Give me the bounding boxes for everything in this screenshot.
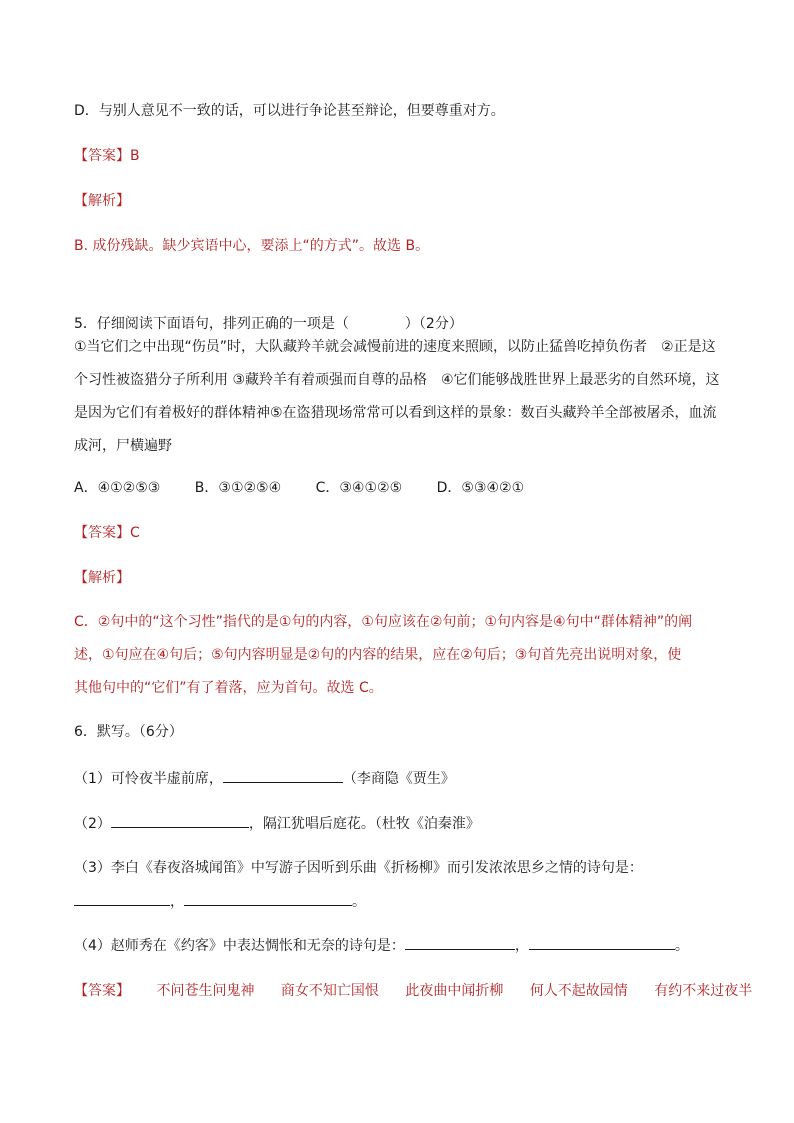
option-d: D．⑤③④②① bbox=[436, 480, 525, 496]
blank-line bbox=[74, 891, 170, 906]
option-c: C．③④①②⑤ bbox=[315, 480, 403, 496]
question-5-stem: 5．仔细阅读下面语句，排列正确的一项是（ ）（2分） bbox=[74, 316, 463, 332]
answer-block-q5 bbox=[74, 523, 140, 543]
fill-item-2 bbox=[74, 813, 480, 834]
end-mark: 。 bbox=[352, 894, 366, 910]
answer-tag: 【答案】 bbox=[74, 525, 130, 541]
analysis-tag: 【解析】 bbox=[74, 570, 130, 586]
answer-tag: 【答案】 bbox=[74, 148, 130, 164]
passage-line: 是因为它们有着极好的群体精神⑤在盗猎现场常常可以看到这样的景象：数百头藏羚羊全部被屠杀，血流 bbox=[74, 405, 717, 421]
item-text: （李商隐《贾生》 bbox=[342, 771, 455, 787]
blank-line bbox=[111, 813, 249, 828]
blank-line bbox=[184, 891, 352, 906]
item-text: （1）可怜夜半虚前席， bbox=[74, 771, 223, 787]
item-text: （2） bbox=[74, 816, 111, 832]
blank-line bbox=[529, 935, 675, 950]
passage-line: ①当它们之中出现“伤员”时，大队藏羚羊就会减慢前进的速度来照顾，以防止猛兽吃掉负伤者 ②正是这 bbox=[74, 339, 716, 355]
option-d: D．与别人意见不一致的话，可以进行争论甚至辩论，但要尊重对方。 bbox=[74, 103, 505, 119]
answer-value: C bbox=[130, 525, 140, 541]
analysis-line: 述，①句应在④句后；⑤句内容明显是②句的内容的结果，应在②句后；③句首先亮出说明对象，使 bbox=[74, 647, 682, 663]
answer-item: 商女不知亡国恨 bbox=[280, 983, 379, 999]
analysis-text-q5 bbox=[74, 606, 722, 705]
item-text: ，隔江犹唱后庭花。（杜牧《泊秦淮》 bbox=[248, 816, 480, 832]
end-mark: 。 bbox=[674, 938, 689, 954]
answer-block-q4 bbox=[74, 146, 140, 166]
fill-item-3-blanks bbox=[74, 891, 366, 912]
blank-line bbox=[223, 768, 343, 783]
answer-block-q6 bbox=[74, 981, 774, 1001]
analysis-text-q4: B. 成份残缺。缺少宾语中心，要添上“的方式”。故选 B。 bbox=[74, 238, 430, 254]
analysis-tag: 【解析】 bbox=[74, 193, 130, 209]
passage-line: 个习性被盗猎分子所利用 ③藏羚羊有着顽强而自尊的品格 ④它们能够战胜世界上最恶劣的自然环境，这 bbox=[74, 372, 720, 388]
question-5-passage bbox=[74, 331, 722, 463]
analysis-line: 其他句中的“它们”有了着落，应为首句。故选 C。 bbox=[74, 680, 383, 696]
answer-item: 不问苍生问鬼神 bbox=[156, 983, 255, 999]
fill-item-3: （3）李白《春夜洛城闻笛》中写游子因听到乐曲《折杨柳》而引发浓浓思乡之情的诗句是： bbox=[74, 860, 643, 876]
question-6-stem: 6．默写。（6分） bbox=[74, 724, 183, 740]
question-5-options bbox=[74, 478, 554, 498]
answer-value: B bbox=[130, 148, 140, 164]
separator: ， bbox=[170, 894, 184, 910]
answer-item: 有约不来过夜半 bbox=[654, 983, 753, 999]
fill-item-4 bbox=[74, 935, 689, 956]
separator: ， bbox=[514, 938, 529, 954]
answer-item: 何人不起故园情 bbox=[529, 983, 628, 999]
option-b: B．③①②⑤④ bbox=[194, 480, 282, 496]
passage-line: 成河，尸横遍野 bbox=[74, 438, 172, 454]
item-text: （4）赵师秀在《约客》中表达惆怅和无奈的诗句是： bbox=[74, 938, 405, 954]
blank-line bbox=[405, 935, 515, 950]
option-a: A．④①②⑤③ bbox=[74, 480, 161, 496]
analysis-line: C．②句中的“这个习性”指代的是①句的内容，①句应该在②句前；①句内容是④句中“群体精神”的阐 bbox=[74, 614, 693, 630]
fill-item-1 bbox=[74, 768, 455, 789]
answer-item: 此夜曲中闻折柳 bbox=[405, 983, 504, 999]
answer-tag: 【答案】 bbox=[74, 983, 130, 999]
